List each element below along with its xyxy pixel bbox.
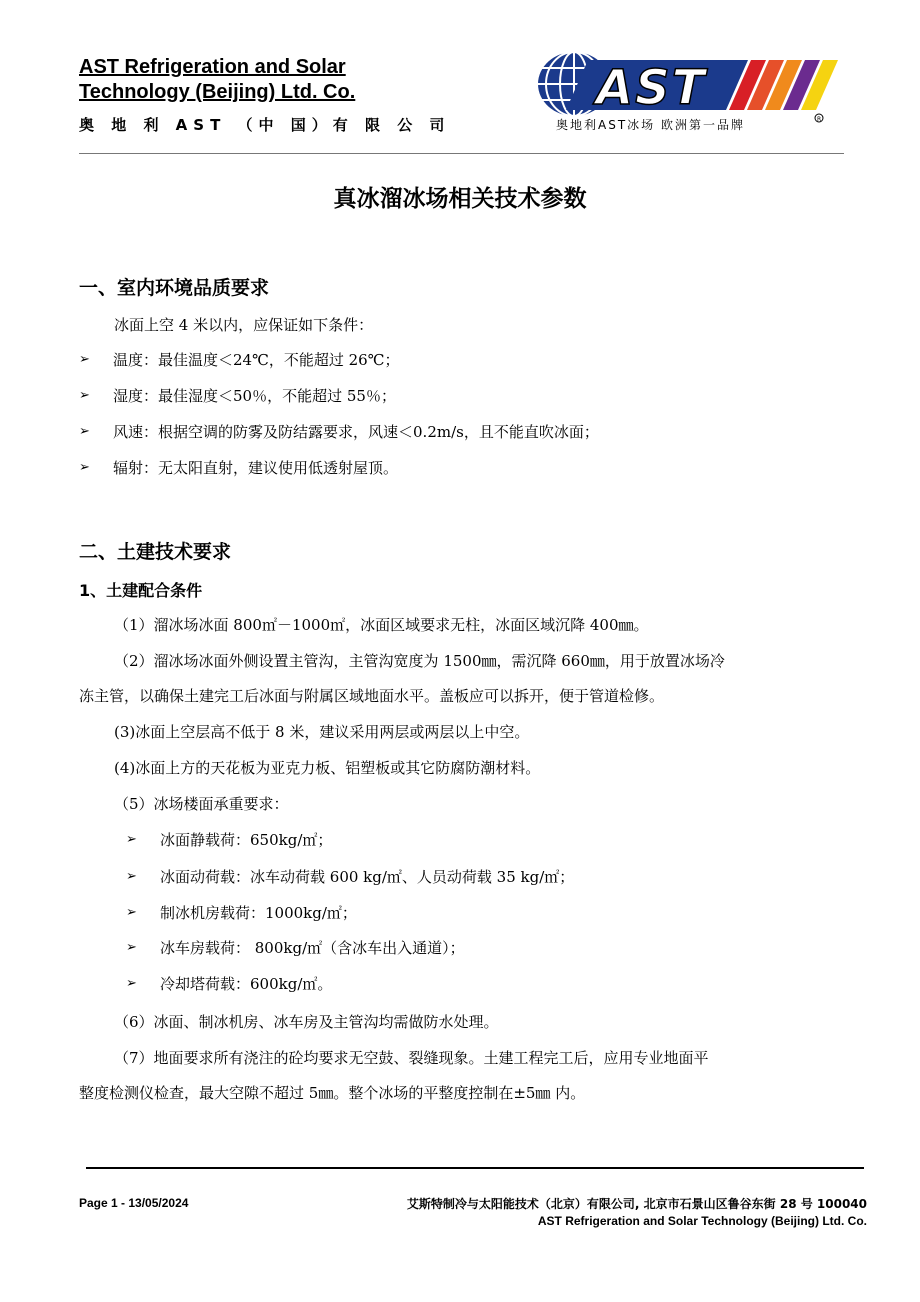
requirement-1: （1）溜冰场冰面 800㎡－1000㎡，冰面区域要求无柱，冰面区域沉降 400㎜。 bbox=[114, 616, 649, 634]
requirement-2-line2: 冻主管，以确保土建完工后冰面与附属区域地面水平。盖板应可以拆开，便于管道检修。 bbox=[79, 687, 665, 705]
company-name-en-line2: Technology (Beijing) Ltd. Co. bbox=[79, 81, 356, 103]
page-title: 真冰溜冰场相关技术参数 bbox=[333, 186, 587, 212]
arrow-bullet-icon: ➢ bbox=[79, 460, 90, 475]
arrow-bullet-icon: ➢ bbox=[126, 940, 137, 955]
svg-text:R: R bbox=[817, 116, 822, 123]
requirement-6: （6）冰面、制冰机房、冰车房及主管沟均需做防水处理。 bbox=[114, 1013, 499, 1031]
footer-address bbox=[407, 1196, 867, 1230]
footer-company-en: AST Refrigeration and Solar Technology (Beijing) Ltd. Co. bbox=[537, 1214, 867, 1228]
list-item-text: 冷却塔荷载：600kg/㎡。 bbox=[160, 975, 333, 993]
list-item bbox=[126, 866, 574, 887]
arrow-bullet-icon: ➢ bbox=[126, 832, 137, 847]
company-name-en bbox=[79, 55, 399, 105]
section2-heading: 二、土建技术要求 bbox=[79, 541, 232, 563]
arrow-bullet-icon: ➢ bbox=[126, 905, 137, 920]
list-item-text: 湿度：最佳湿度＜50％，不能超过 55％； bbox=[113, 387, 396, 405]
list-item-text: 制冰机房载荷：1000kg/㎡； bbox=[160, 904, 357, 922]
list-item-text: 风速：根据空调的防雾及防结露要求，风速＜0.2m/s，且不能直吹冰面； bbox=[113, 423, 599, 441]
logo-text: AST bbox=[596, 60, 707, 116]
list-item-text: 温度：最佳温度＜24℃，不能超过 26℃； bbox=[113, 351, 400, 369]
section1-intro: 冰面上空 4 米以内，应保证如下条件： bbox=[114, 316, 374, 334]
requirement-3: (3)冰面上空层高不低于 8 米，建议采用两层或两层以上中空。 bbox=[114, 723, 530, 741]
arrow-bullet-icon: ➢ bbox=[79, 352, 90, 367]
requirement-7-line1: （7）地面要求所有浇注的砼均要求无空鼓、裂缝现象。土建工程完工后，应用专业地面平 bbox=[114, 1049, 709, 1067]
header-divider bbox=[79, 153, 844, 154]
list-item-text: 辐射：无太阳直射，建议使用低透射屋顶。 bbox=[113, 459, 399, 477]
company-name-cn: 奥 地 利 AST （中 国）有 限 公 司 bbox=[79, 116, 451, 134]
page-number: Page 1 - 13/05/2024 bbox=[79, 1196, 189, 1210]
list-item bbox=[79, 421, 599, 442]
company-name-en-line1: AST Refrigeration and Solar bbox=[79, 56, 346, 78]
list-item bbox=[79, 457, 398, 478]
requirement-5: （5）冰场楼面承重要求： bbox=[114, 795, 289, 813]
list-item-text: 冰面静载荷：650kg/㎡； bbox=[160, 831, 333, 849]
requirement-2-line1: （2）溜冰场冰面外侧设置主管沟，主管沟宽度为 1500㎜，需沉降 660㎜，用于放置冰场冷 bbox=[114, 652, 725, 670]
footer-address-cn: 艾斯特制冷与太阳能技术（北京）有限公司, 北京市石景山区鲁谷东街 28 号 100040 bbox=[406, 1197, 867, 1211]
list-item bbox=[126, 829, 332, 850]
arrow-bullet-icon: ➢ bbox=[126, 976, 137, 991]
list-item bbox=[126, 902, 357, 923]
list-item bbox=[126, 973, 332, 994]
list-item bbox=[79, 349, 400, 370]
footer-divider bbox=[86, 1167, 864, 1169]
logo-tagline: 奥地利AST冰场 欧洲第一品牌 bbox=[556, 118, 745, 132]
arrow-bullet-icon: ➢ bbox=[79, 424, 90, 439]
requirement-4: (4)冰面上方的天花板为亚克力板、铝塑板或其它防腐防潮材料。 bbox=[114, 759, 541, 777]
list-item-text: 冰车房载荷： 800kg/㎡（含冰车出入通道）； bbox=[160, 939, 465, 957]
list-item bbox=[126, 937, 465, 958]
list-item-text: 冰面动荷载：冰车动荷载 600 kg/㎡、人员动荷载 35 kg/㎡； bbox=[160, 868, 575, 886]
section1-heading: 一、室内环境品质要求 bbox=[79, 277, 270, 299]
arrow-bullet-icon: ➢ bbox=[126, 869, 137, 884]
list-item bbox=[79, 385, 396, 406]
requirement-7-line2: 整度检测仪检查，最大空隙不超过 5㎜。整个冰场的平整度控制在±5㎜ 内。 bbox=[79, 1084, 586, 1102]
color-stripes bbox=[729, 60, 838, 110]
arrow-bullet-icon: ➢ bbox=[79, 388, 90, 403]
section2-subheading: 1、土建配合条件 bbox=[79, 581, 203, 600]
